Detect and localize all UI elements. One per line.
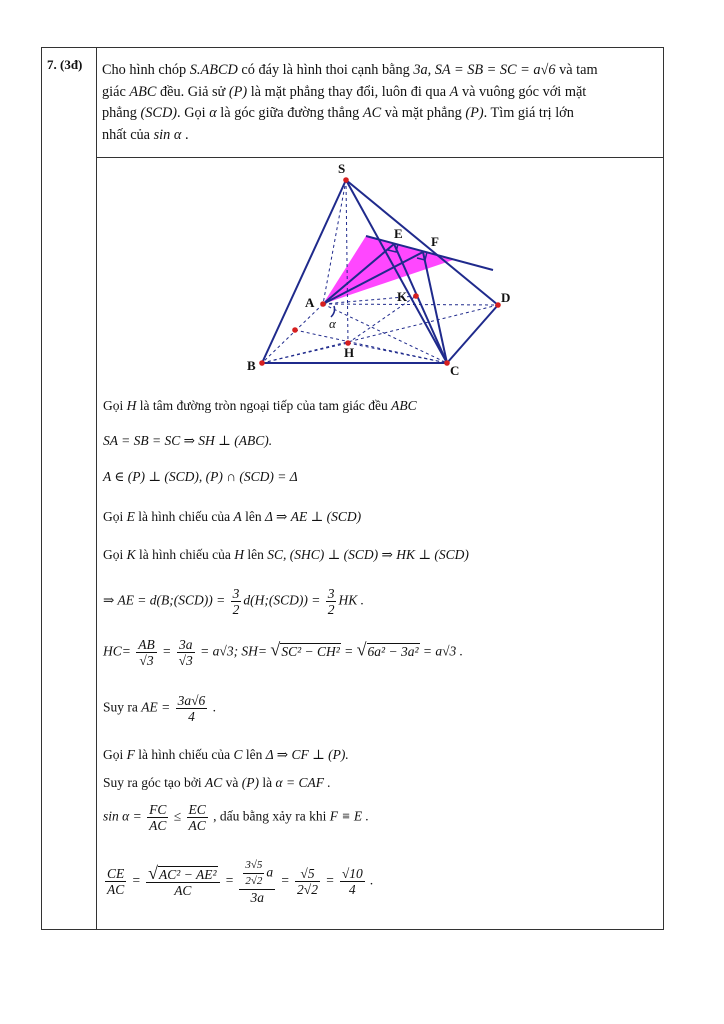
label-k: K (397, 289, 408, 304)
solution-line-7: HC= $\frac{AB}{√3}$ = $\frac{3a}{√3}$ = a√3; SH= √SC² − CH² = √6a² − 3a² = a√3 . (103, 637, 464, 668)
solution-line-8: Suy ra AE = $\frac{3a√6}{4}$ . (103, 693, 217, 724)
point-b (259, 360, 265, 366)
solution-line-10: Suy ra góc tạo bởi AC và (P) là α = CAF . (103, 775, 331, 790)
label-c: C (450, 363, 460, 378)
solution-line-1: Gọi H là tâm đường tròn ngoại tiếp của tam giác đều ABC (103, 398, 417, 413)
label-h: H (344, 345, 355, 360)
label-f: F (431, 234, 439, 249)
solution-line-6: ⇒ AE = d(B;(SCD)) = $\frac{3}{2}$ d(H;(SCD)) = $\frac{3}{2}$ HK . (103, 586, 364, 617)
solution-line-3: A ∈ (P) ⊥ (SCD), (P) ∩ (SCD) = Δ (103, 469, 298, 484)
point-d (495, 302, 501, 308)
point-a (320, 301, 326, 307)
label-b: B (247, 358, 256, 373)
label-alpha: α (329, 316, 336, 331)
label-a: A (305, 295, 315, 310)
solution-line-4: Gọi E là hình chiếu của A lên Δ ⇒ AE ⊥ (SCD) (103, 509, 362, 524)
point-mid (292, 327, 298, 333)
solution-line-11: sin α = $\frac{FC}{AC}$ ≤ $\frac{EC}{AC}$ , dấu bằng xảy ra khi F ≡ E . (103, 802, 369, 833)
label-s: S (338, 161, 346, 176)
pyramid-figure (228, 160, 528, 382)
solution-line-12: $\frac{CE}{AC}$ = $\frac{\text{√AC² − AE²}}{AC}$ = $\frac{3√5}{2√2}$ a 3a = $\frac{√5}{2√2}$ = $\frac{√10}{4}$ . (107, 859, 374, 905)
label-e: E (394, 226, 403, 241)
point-c (444, 360, 450, 366)
question-number: 7. (3đ) (47, 57, 83, 72)
row-divider (96, 157, 664, 158)
point-s (343, 177, 349, 183)
solution-line-9: Gọi F là hình chiếu của C lên Δ ⇒ CF ⊥ (P). (103, 747, 349, 762)
problem-statement: Cho hình chóp S.ABCD có đáy là hình thoi cạnh bằng 3a, SA = SB = SC = a√6 và tam giác ABC đều. Giả sử (P) là mặt phẳng thay đổi, luôn đi qua A và vuông góc với mặt phẳng (SCD). Gọi α là góc giữa đường thẳng AC và mặt phẳng (P). Tìm giá trị lớn nhất của sin α . (102, 62, 598, 143)
solution-line-5: Gọi K là hình chiếu của H lên SC, (SHC) ⊥ (SCD) ⇒ HK ⊥ (SCD) (103, 547, 469, 562)
solution-line-2: SA = SB = SC ⇒ SH ⊥ (ABC). (103, 433, 273, 448)
column-divider (96, 47, 97, 930)
point-k (413, 293, 419, 299)
label-d: D (501, 290, 511, 305)
